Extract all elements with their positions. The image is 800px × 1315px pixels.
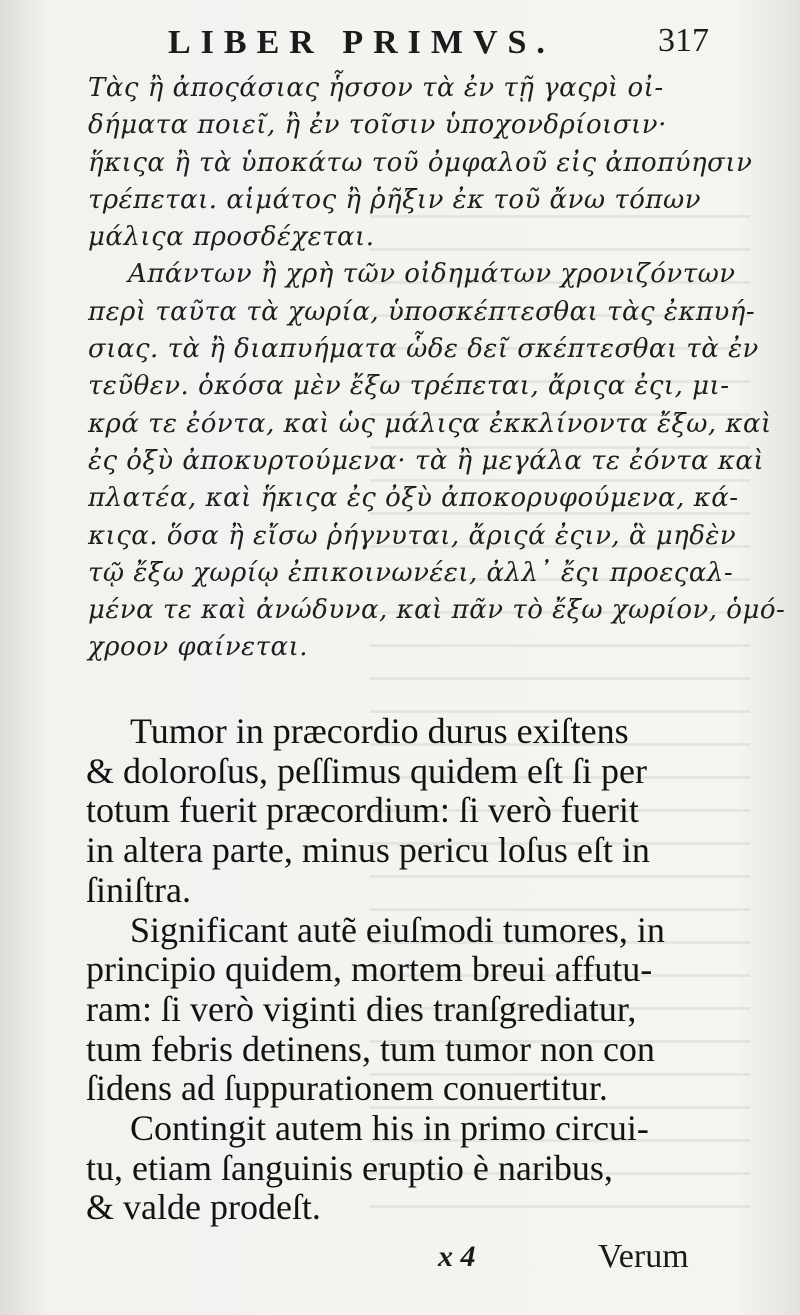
latin-line: ram: ſi verò viginti dies tranſgrediatur, xyxy=(86,988,637,1029)
latin-line: principio quidem, mortem breui affutu- xyxy=(86,949,653,990)
page-number: 317 xyxy=(658,22,709,59)
greek-line: τῷ ἔξω χωρίῳ ἐπικοινωνέει, ἀλλ᾽ ἔςι προεςαλ- xyxy=(88,557,734,588)
greek-line: δήματα ποιεῖ, ἢ ἐν τοῖσιν ὑποχονδρίοισιν· xyxy=(88,110,667,141)
catchword: Verum xyxy=(598,1238,689,1275)
latin-line: tu, etiam ſanguinis eruptio è naribus, xyxy=(86,1147,613,1188)
greek-line: κιςα. ὅσα ἢ εἴσω ῥήγνυται, ἄριςά ἐςιν, ἃ μηδὲν xyxy=(88,520,737,551)
latin-line: ſidens ad ſuppurationem conuertitur. xyxy=(86,1068,608,1109)
latin-line: in altera parte, minus pericu loſus eſt in xyxy=(86,830,650,871)
greek-line: μάλιςα προσδέχεται. xyxy=(88,222,375,253)
greek-line: ἐς ὀξὺ ἀποκυρτούμενα· τὰ ἢ μεγάλα τε ἐόντα καὶ xyxy=(88,445,765,476)
greek-line: τεῦθεν. ὁκόσα μὲν ἔξω τρέπεται, ἄριςα ἐςι, μι- xyxy=(88,371,730,402)
latin-line: & doloroſus, peſſimus quidem eſt ſi per xyxy=(86,750,647,791)
latin-line: & valde prodeſt. xyxy=(86,1187,321,1228)
latin-line: Contingit autem his in primo circui- xyxy=(130,1108,649,1149)
greek-line: Τὰς ἢ ἀποςάσιας ἧσσον τὰ ἐν τῇ γαςρὶ οἰ- xyxy=(88,73,664,103)
latin-line: Significant autẽ eiuſmodi tumores, in xyxy=(130,909,665,950)
greek-line: τρέπεται. αἱμάτος ἢ ῥῆξιν ἐκ τοῦ ἄνω τόπων xyxy=(88,184,702,215)
greek-line: Απάντων ἢ χρὴ τῶν οἰδημάτων χρονιζόντων xyxy=(128,259,736,290)
latin-paragraph-2 xyxy=(86,911,711,1110)
latin-text-block xyxy=(86,712,711,1228)
running-head: LIBER PRIMVS. xyxy=(168,24,555,61)
latin-line: ſiniſtra. xyxy=(86,869,191,910)
greek-paragraph-2 xyxy=(88,256,786,666)
greek-line: περὶ ταῦτα τὰ χωρία, ὑποσκέπτεσθαι τὰς ἐκπυή- xyxy=(88,296,756,327)
signature-mark: x 4 xyxy=(438,1240,476,1273)
greek-line: κρά τε ἐόντα, καὶ ὡς μάλιςα ἐκκλίνοντα ἔξω, καὶ xyxy=(88,408,772,439)
greek-text-block xyxy=(88,70,786,667)
greek-line: μένα τε καὶ ἀνώδυνα, καὶ πᾶν τὸ ἔξω χωρίον, ὁμό- xyxy=(88,595,786,626)
greek-line: χροον φαίνεται. xyxy=(88,632,309,663)
latin-paragraph-1 xyxy=(86,712,711,911)
greek-line: ἥκιςα ἢ τὰ ὑποκάτω τοῦ ὀμφαλοῦ εἰς ἀποπύησιν xyxy=(88,147,753,178)
page-header xyxy=(0,20,800,72)
latin-line: totum fuerit præcordium: ſi verò fuerit xyxy=(86,790,639,831)
latin-line: Tumor in præcordio durus exiſtens xyxy=(130,711,629,751)
page-footer xyxy=(0,1238,800,1288)
latin-line: tum febris detinens, tum tumor non con xyxy=(86,1028,655,1069)
greek-line: πλατέα, καὶ ἥκιςα ἐς ὀξὺ ἀποκορυφούμενα, κά- xyxy=(88,483,739,514)
latin-paragraph-3 xyxy=(86,1109,711,1228)
greek-line: σιας. τὰ ἢ διαπυήματα ὧδε δεῖ σκέπτεσθαι τὰ ἐν xyxy=(88,334,759,365)
greek-paragraph-1 xyxy=(88,70,753,256)
